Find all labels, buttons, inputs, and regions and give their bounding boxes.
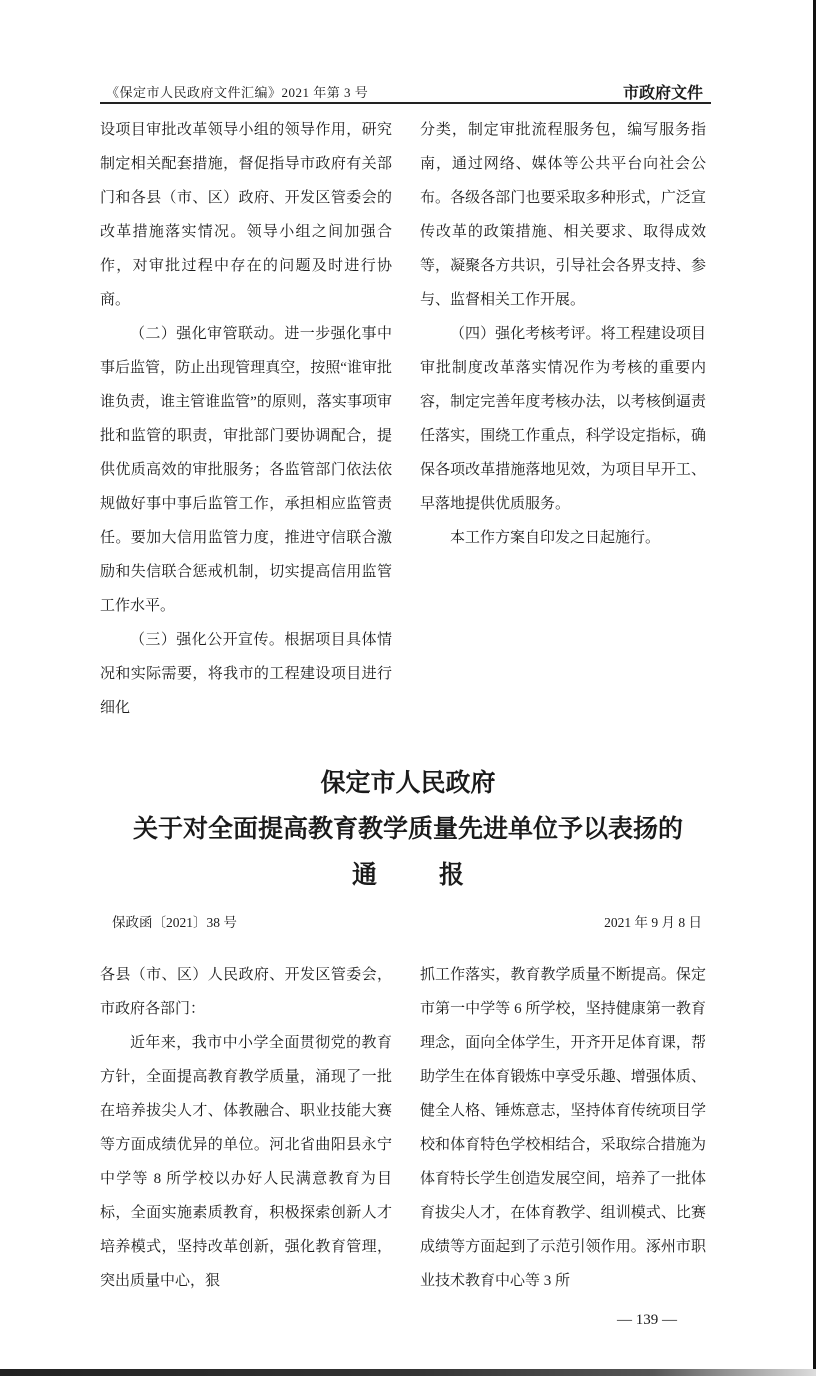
paragraph	[100, 317, 392, 623]
subheading: （三）强化公开宣传。	[130, 631, 285, 648]
document-date: 2021 年 9 月 8 日	[604, 915, 702, 930]
subheading: （二）强化审管联动。	[130, 325, 285, 342]
paragraph	[100, 113, 392, 317]
top-left-column	[100, 113, 392, 725]
notice-title-block	[0, 761, 816, 899]
subheading: （四）强化考核考评。	[450, 325, 601, 342]
paragraph-text: 近年来，我市中小学全面贯彻党的教育方针，全面提高教育教学质量，涌现了一批在培养拔尖人才、体教融合、职业技能大赛等方面成绩优异的单位。河北省曲阳县永宁中学等 8 所学校以办好人民满意教育为目标，全面实施素质教育，积极探索创新人才培养模式，坚持改革创新，强化教育管理，突出质量中心，狠	[100, 1035, 392, 1289]
publication-title: 《保定市人民政府文件汇编》2021 年第 3 号	[106, 85, 369, 100]
notice-section	[100, 958, 706, 1298]
paragraph	[420, 958, 706, 1298]
paragraph-text: 根据项目具体情况和实际需要，将我市的工程建设项目进行细化	[100, 632, 392, 716]
scan-edge-bottom	[0, 1369, 816, 1376]
paragraph-text: 本工作方案自印发之日起施行。	[450, 530, 661, 546]
top-section	[100, 113, 706, 725]
notice-issuer-title: 保定市人民政府	[320, 770, 496, 797]
document-number: 保政函〔2021〕38 号	[112, 915, 237, 930]
paragraph	[420, 113, 706, 317]
top-right-column	[420, 113, 706, 725]
paragraph-text: 进一步强化事中事后监管，防止出现管理真空，按照“谁审批谁负责，谁主管谁监管”的原则，落实事项审批和监管的职责，审批部门要协调配合，提供优质高效的审批服务；各监管部门依法依规做好事中事后监管工作，承担相应监管责任。要加大信用监管力度，推进守信联合激励和失信联合惩戒机制，切实提高信用监管工作水平。	[100, 326, 392, 614]
paragraph-text: 设项目审批改革领导小组的领导作用，研究制定相关配套措施，督促指导市政府有关部门和各县（市、区）政府、开发区管委会的改革措施落实情况。领导小组之间加强合作，对审批过程中存在的问题及时进行协商。	[100, 122, 392, 308]
paragraph	[100, 1026, 392, 1298]
running-header	[100, 80, 711, 104]
document-meta-line	[112, 911, 702, 935]
notice-left-column	[100, 958, 392, 1298]
section-label: 市政府文件	[622, 85, 703, 102]
notice-type-title: 通报	[351, 862, 526, 889]
paragraph	[100, 623, 392, 725]
notice-subject-title: 关于对全面提高教育教学质量先进单位予以表扬的	[132, 816, 683, 843]
paragraph-text: 将工程建设项目审批制度改革落实情况作为考核的重要内容，制定完善年度考核办法，以考核倒逼责任落实，围绕工作重点，科学设定指标，确保各项改革措施落地见效，为项目早开工、早落地提供优质服务。	[420, 326, 706, 512]
notice-right-column	[420, 958, 706, 1298]
paragraph	[420, 521, 706, 555]
paragraph-text: 抓工作落实，教育教学质量不断提高。保定市第一中学等 6 所学校，坚持健康第一教育理念，面向全体学生，开齐开足体育课，帮助学生在体育锻炼中享受乐趣、增强体质、健全人格、锤炼意志，坚持体育传统项目学校和体育特色学校相结合，采取综合措施为体育特长学生创造发展空间，培养了一批体育拔尖人才，在体育教学、组训模式、比赛成绩等方面起到了示范引领作用。涿州市职业技术教育中心等 3 所	[420, 967, 706, 1289]
paragraph	[420, 317, 706, 521]
page-number: — 139 —	[617, 1312, 677, 1328]
paragraph-text: 分类，制定审批流程服务包，编写服务指南，通过网络、媒体等公共平台向社会公布。各级各部门也要采取多种形式，广泛宣传改革的政策措施、相关要求、取得成效等，凝聚各方共识，引导社会各界支持、参与、监督相关工作开展。	[420, 122, 706, 308]
salutation	[100, 958, 392, 1026]
paragraph-text: 各县（市、区）人民政府、开发区管委会，市政府各部门：	[100, 967, 392, 1017]
